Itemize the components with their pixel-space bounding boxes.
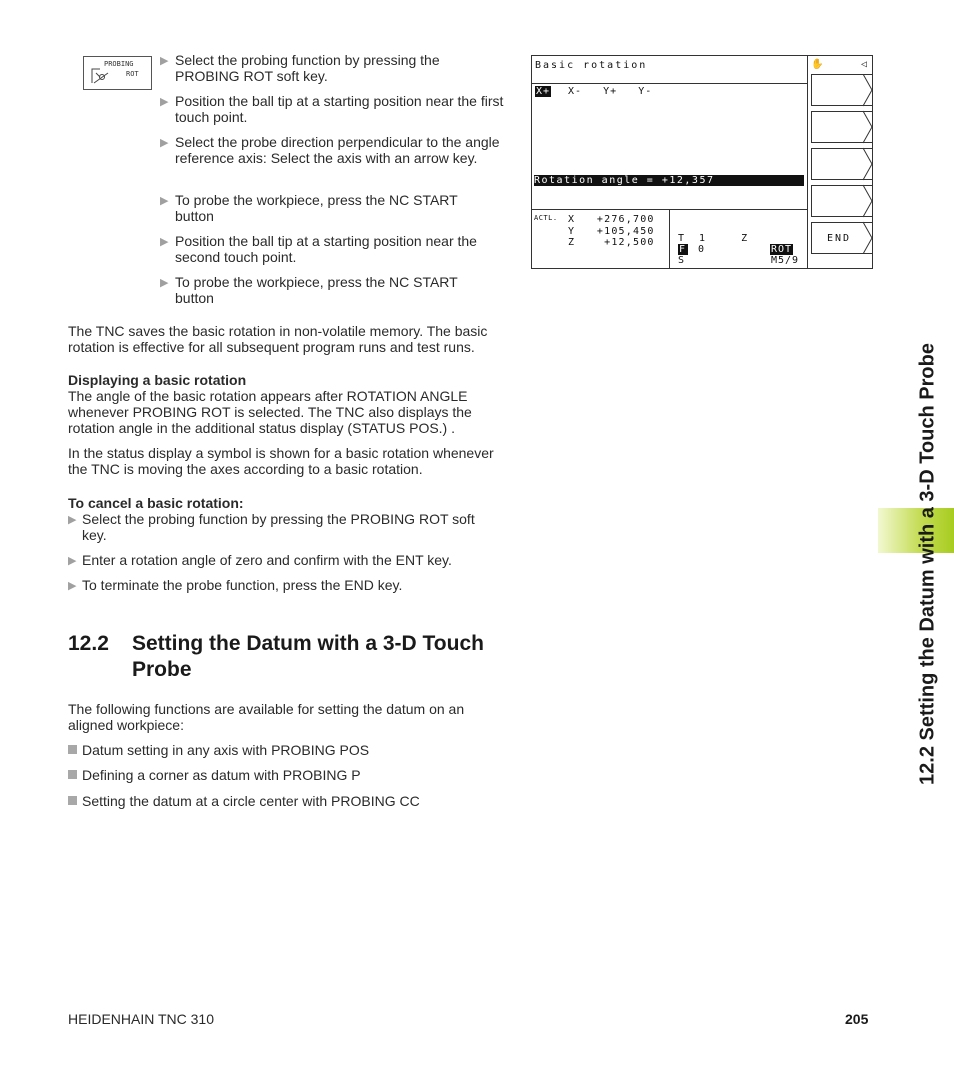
- triangle-bullet-icon: ▶: [160, 96, 169, 108]
- probing-step-5: ▶ Position the ball tip at a starting position near the second touch point.: [160, 233, 477, 265]
- axis-selected: X+: [536, 86, 551, 97]
- screen-divider: [669, 209, 670, 268]
- screen-divider: [532, 83, 807, 84]
- page-number: 205: [845, 1011, 869, 1027]
- section-title-line2: Probe: [132, 658, 192, 681]
- triangle-bullet-icon: ▶: [68, 555, 77, 567]
- pos-line-z: Z +12,500: [568, 237, 655, 248]
- triangle-bullet-icon: ▶: [68, 514, 77, 526]
- cancel-step-2: ▶ Enter a rotation angle of zero and confirm with the ENT key.: [68, 552, 452, 568]
- end-label: END: [827, 233, 852, 244]
- triangle-left-icon: ◁: [861, 59, 868, 70]
- tnc-screen: [531, 55, 873, 269]
- tool-line: T 1 Z: [678, 233, 749, 244]
- section-intro: The following functions are available for setting the datum on an aligned workpiece:: [68, 701, 465, 733]
- probing-step-1: ▶ Select the probing function by pressing the PROBING ROT soft key.: [160, 52, 440, 84]
- triangle-bullet-icon: ▶: [160, 195, 169, 207]
- basic-save-paragraph: The TNC saves the basic rotation in non-volatile memory. The basic rotation is effective for all subsequent program runs and test runs.: [68, 323, 488, 355]
- triangle-bullet-icon: ▶: [68, 580, 77, 592]
- rotation-angle-line: Rotation angle = +12,357: [534, 175, 804, 186]
- probing-step-4: ▶ To probe the workpiece, press the NC START button: [160, 192, 458, 224]
- section-heading: [68, 631, 518, 683]
- triangle-bullet-icon: ▶: [160, 236, 169, 248]
- feed-box: F: [679, 244, 688, 255]
- side-title-number: 12.2: [916, 746, 939, 785]
- square-bullet-icon: [68, 796, 77, 805]
- probing-step-3: ▶ Select the probe direction perpendicular to the angle reference axis: Select the axis with an arrow key.: [160, 134, 500, 166]
- triangle-bullet-icon: ▶: [160, 137, 169, 149]
- softkey-label-line1: PROBING: [104, 60, 134, 68]
- softkey-column: [807, 56, 874, 268]
- square-bullet-icon: [68, 770, 77, 779]
- triangle-bullet-icon: ▶: [160, 55, 169, 67]
- axis-options: X- Y+ Y-: [568, 86, 653, 97]
- display-paragraph-2: In the status display a symbol is shown for a basic rotation whenever the TNC is moving the axes according to a basic rotation.: [68, 445, 494, 477]
- feed-value: 0: [698, 244, 707, 255]
- hand-icon: ✋: [811, 59, 824, 70]
- actl-label: ACTL.: [534, 214, 558, 222]
- section-bullet-2: Defining a corner as datum with PROBING P: [68, 767, 498, 783]
- softkey-arrows: [863, 74, 873, 254]
- footer-manual-name: HEIDENHAIN TNC 310: [68, 1011, 215, 1027]
- section-bullet-1: Datum setting in any axis with PROBING POS: [68, 742, 498, 758]
- screen-title: Basic rotation: [535, 60, 648, 71]
- spindle-label: S: [678, 255, 687, 266]
- cancel-step-1: ▶ Select the probing function by pressing the PROBING ROT soft key.: [68, 511, 475, 543]
- rot-badge: ROT: [771, 244, 793, 255]
- mfunc-label: M5/9: [771, 255, 800, 266]
- pos-line-y: Y +105,450: [568, 226, 655, 237]
- probing-rot-softkey-image: [83, 56, 152, 90]
- softkey-label-line2: ROT: [126, 70, 139, 78]
- display-paragraph-1: The angle of the basic rotation appears after ROTATION ANGLE whenever PROBING ROT is selected. The TNC also displays the rotation angle in the additional status display (STATUS POS.) .: [68, 388, 472, 436]
- section-number: 12.2: [68, 632, 109, 655]
- side-title-text: Setting the Datum with a 3-D Touch Probe: [916, 343, 939, 741]
- section-bullet-3: Setting the datum at a circle center with PROBING CC: [68, 793, 498, 809]
- triangle-bullet-icon: ▶: [160, 277, 169, 289]
- pos-line-x: X +276,700: [568, 214, 655, 225]
- display-heading: Displaying a basic rotation: [68, 372, 247, 388]
- cancel-step-3: ▶ To terminate the probe function, press the END key.: [68, 577, 403, 593]
- side-running-title: [917, 343, 940, 785]
- probe-rotation-icon: [88, 63, 118, 87]
- cancel-heading: To cancel a basic rotation:: [68, 495, 244, 511]
- probing-step-2: ▶ Position the ball tip at a starting position near the first touch point.: [160, 93, 504, 125]
- probing-step-6: ▶ To probe the workpiece, press the NC START button: [160, 274, 458, 306]
- square-bullet-icon: [68, 745, 77, 754]
- section-title-line1: Setting the Datum with a 3-D Touch: [132, 632, 484, 655]
